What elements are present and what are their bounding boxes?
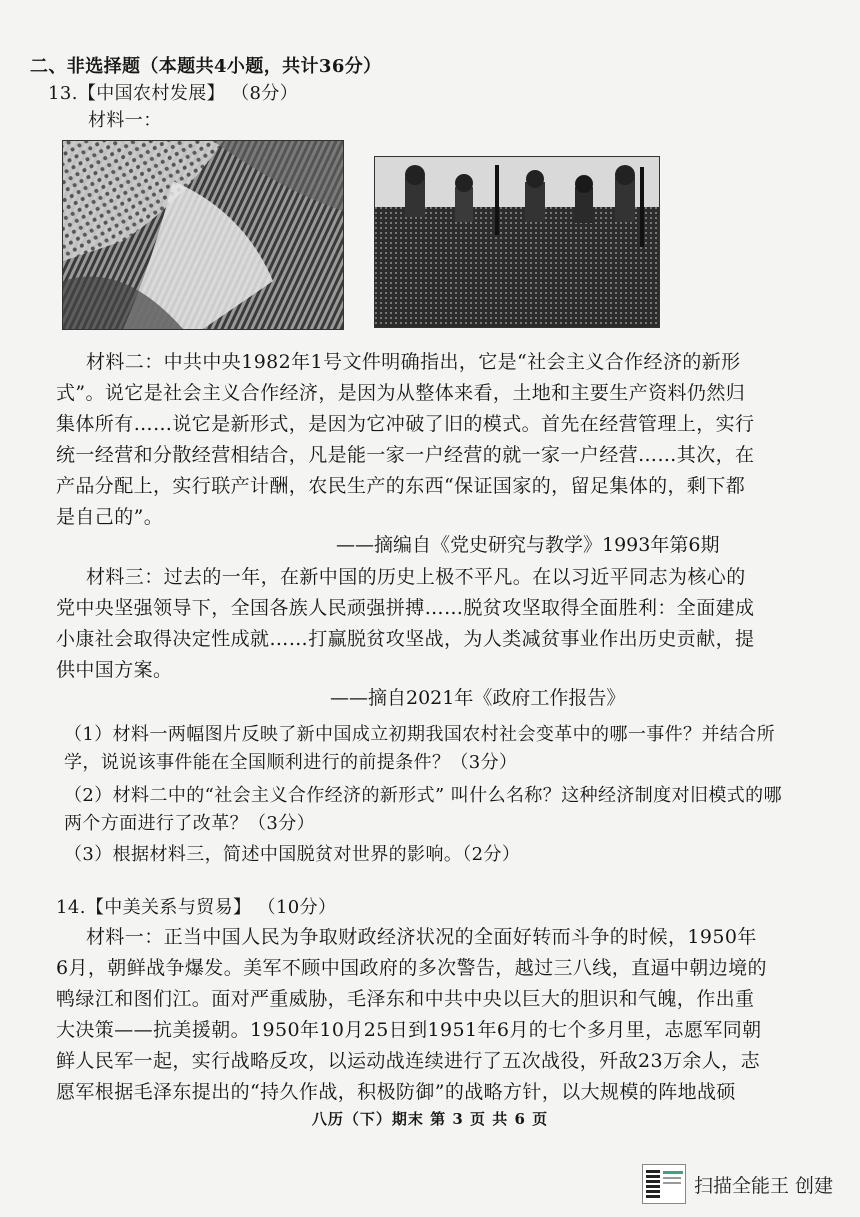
q13-m3-source: ——摘自2021年《政府工作报告》 bbox=[330, 687, 626, 709]
scanner-logo-icon bbox=[642, 1164, 686, 1204]
q13-m2-line-1: 材料二：中共中央1982年1号文件明确指出，它是“社会主义合作经济的新形 bbox=[86, 351, 741, 373]
q13-m3-line-3: 小康社会取得决定性成就……打赢脱贫攻坚战，为人类减贫事业作出历史贡献，提 bbox=[56, 628, 755, 650]
q13-m2-line-4: 统一经营和分散经营相结合，凡是能一家一户经营的就一家一户经营……其次，在 bbox=[56, 444, 755, 466]
page-footer: 八历（下）期末 第 3 页 共 6 页 bbox=[311, 1110, 549, 1128]
q13-m2-source: ——摘编自《党史研究与教学》1993年第6期 bbox=[336, 534, 720, 556]
q13-question-3: （3）根据材料三，简述中国脱贫对世界的影响。（2分） bbox=[64, 844, 521, 865]
scanner-label: 扫描全能王 创建 bbox=[694, 1174, 834, 1197]
photo-land-reform-fields bbox=[62, 140, 344, 330]
q13-m2-line-2: 式”。说它是社会主义合作经济，是因为从整体来看，土地和主要生产资料仍然归 bbox=[56, 382, 746, 404]
q13-m2-line-5: 产品分配上，实行联产计酬，农民生产的东西“保证国家的，留足集体的，剩下都 bbox=[56, 475, 746, 497]
q13-material1-label: 材料一： bbox=[88, 110, 162, 131]
q13-m3-line-4: 供中国方案。 bbox=[56, 659, 173, 681]
q13-m3-line-1: 材料三：过去的一年，在新中国的历史上极不平凡。在以习近平同志为核心的 bbox=[86, 566, 746, 588]
section-title: 二、非选择题（本题共4小题，共计36分） bbox=[30, 56, 382, 77]
photo-land-reform-crowd bbox=[374, 156, 660, 328]
q13-heading: 13.【中国农村发展】 （8分） bbox=[48, 83, 299, 104]
scanner-watermark bbox=[642, 1164, 833, 1204]
q13-m3-line-2: 党中央坚强领导下，全国各族人民顽强拼搏……脱贫攻坚取得全面胜利：全面建成 bbox=[56, 597, 755, 619]
q14-m1-line-4: 大决策——抗美援朝。1950年10月25日到1951年6月的七个多月里，志愿军同朝 bbox=[56, 1019, 762, 1041]
q13-question-2b: 两个方面进行了改革？（3分） bbox=[64, 813, 316, 834]
q13-question-2a: （2）材料二中的“社会主义合作经济的新形式” 叫什么名称？这种经济制度对旧模式的哪 bbox=[64, 785, 782, 806]
q14-m1-line-2: 6月，朝鲜战争爆发。美军不顾中国政府的多次警告，越过三八线，直逼中朝边境的 bbox=[56, 957, 767, 979]
q14-m1-line-5: 鲜人民军一起，实行战略反攻，以运动战连续进行了五次战役，歼敌23万余人，志 bbox=[56, 1050, 760, 1072]
q14-m1-line-3: 鸭绿江和图们江。面对严重威胁，毛泽东和中共中央以巨大的胆识和气魄，作出重 bbox=[56, 988, 755, 1010]
q13-question-1b: 学，说说该事件能在全国顺利进行的前提条件？（3分） bbox=[64, 752, 518, 773]
q14-m1-line-1: 材料一：正当中国人民为争取财政经济状况的全面好转而斗争的时候，1950年 bbox=[86, 926, 757, 948]
q13-question-1a: （1）材料一两幅图片反映了新中国成立初期我国农村社会变革中的哪一事件？并结合所 bbox=[64, 724, 776, 745]
q14-heading: 14.【中美关系与贸易】 （10分） bbox=[56, 897, 337, 918]
q13-m2-line-3: 集体所有……说它是新形式，是因为它冲破了旧的模式。首先在经营管理上，实行 bbox=[56, 413, 755, 435]
q13-m2-line-6: 是自己的”。 bbox=[56, 506, 164, 528]
q14-m1-line-6: 愿军根据毛泽东提出的“持久作战，积极防御”的战略方针，以大规模的阵地战硕 bbox=[56, 1081, 736, 1103]
